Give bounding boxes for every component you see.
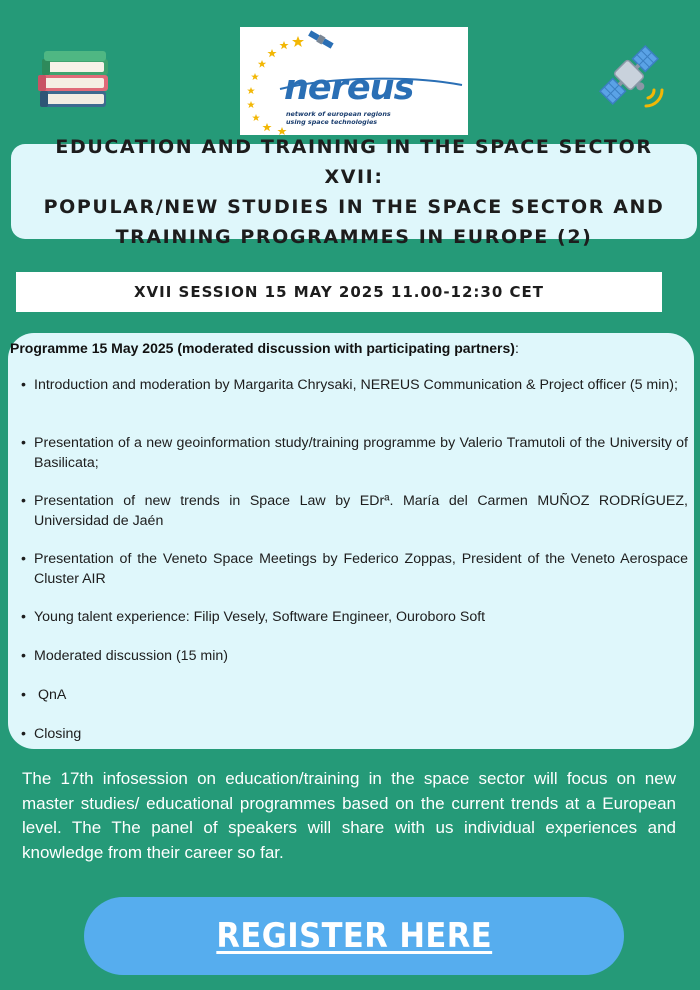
- list-item: • Introduction and moderation by Margarita Chrysaki, NEREUS Communication & Project officer (5 min);: [34, 375, 688, 395]
- event-description: The 17th infosession on education/training in the space sector will focus on new master studies/ educational programmes based on the current trends at a European level. The The panel of speakers will share with us individual experiences and knowledge from their career so far.: [22, 769, 676, 862]
- page-title: [29, 132, 679, 252]
- logo-tagline-line2: using space technologies: [286, 117, 378, 126]
- title-line-3: TRAINING PROGRAMMES IN EUROPE (2): [115, 225, 593, 248]
- session-bar: [16, 272, 662, 312]
- session-info: XVII SESSION 15 MAY 2025 11.00-12:30 CET: [133, 283, 545, 301]
- title-line-2: POPULAR/NEW STUDIES IN THE SPACE SECTOR AND: [43, 195, 665, 218]
- programme-box: [8, 333, 694, 749]
- list-item: • Presentation of new trends in Space Law by EDrª. María del Carmen MUÑOZ RODRÍGUEZ, Universidad de Jaén: [34, 491, 688, 531]
- register-button[interactable]: [84, 897, 624, 975]
- programme-list: [8, 333, 694, 749]
- list-item: • Presentation of a new geoinformation study/training programme by Valerio Tramutoli of the University of Basilicata;: [34, 433, 688, 473]
- list-item: • Young talent experience: Filip Vesely, Software Engineer, Ouroboro Soft: [34, 607, 688, 627]
- satellite-icon: [596, 42, 666, 112]
- programme-heading-bold: Programme 15 May 2025 (moderated discussion with participating partners): [10, 340, 515, 356]
- register-button-label[interactable]: REGISTER HERE: [216, 916, 492, 956]
- programme-heading-suffix: :: [514, 340, 519, 356]
- list-item: • Closing: [34, 724, 688, 744]
- logo-tagline-line1: network of european regions: [286, 110, 391, 118]
- list-item: • Presentation of the Veneto Space Meetings by Federico Zoppas, President of the Veneto Aerospace Cluster AIR: [34, 549, 688, 589]
- nereus-logo: [240, 27, 468, 135]
- list-item: • Moderated discussion (15 min): [34, 646, 688, 666]
- logo-tagline: [286, 111, 391, 126]
- logo-wordmark: nereus: [284, 68, 414, 108]
- list-item: • QnA: [34, 685, 688, 705]
- title-line-1: EDUCATION AND TRAINING IN THE SPACE SECTOR XVII:: [55, 135, 653, 188]
- books-icon: [36, 47, 112, 109]
- title-box: [11, 135, 697, 248]
